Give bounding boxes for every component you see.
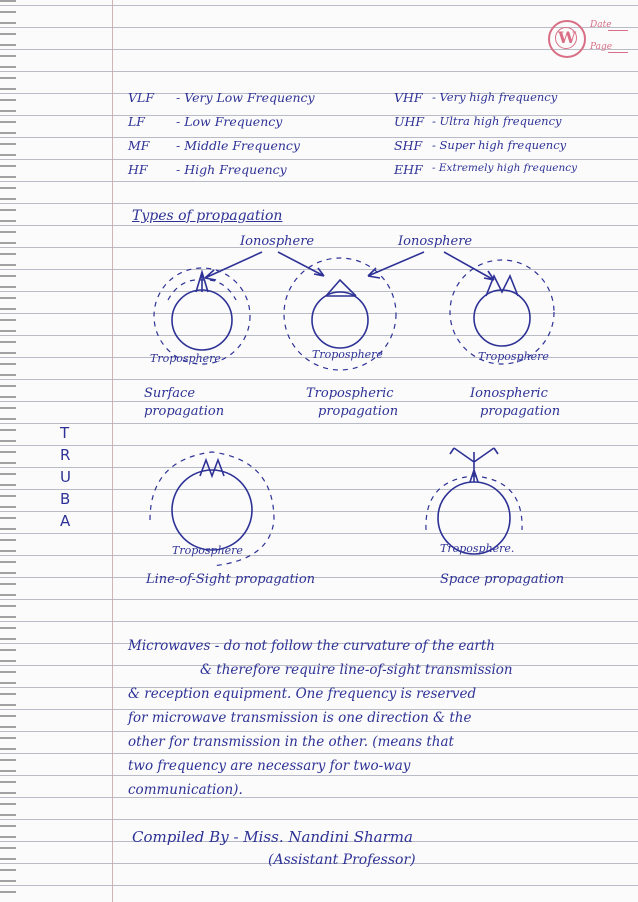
margin-letter-r: R: [60, 446, 71, 464]
diagram-title-iono-1: Ionospheric: [470, 386, 548, 401]
date-label: Date: [590, 20, 612, 30]
diagram-title-iono-2: propagation: [480, 404, 561, 419]
margin-letter-t: T: [60, 424, 70, 442]
paragraph-line-7: communication).: [128, 782, 243, 798]
paragraph-line-5: other for transmission in the other. (means that: [128, 734, 454, 750]
ionosphere-label-left: Ionosphere: [240, 234, 315, 249]
diagram-title-tropo-2: propagation: [318, 404, 399, 419]
ionosphere-label-right: Ionosphere: [398, 234, 473, 249]
abbr-mf: MF: [128, 138, 150, 153]
ionosphere-arrow-3: [368, 252, 424, 278]
meaning-mf: - Middle Frequency: [176, 138, 300, 153]
meaning-vhf: - Very high frequency: [432, 90, 558, 104]
diagram-title-surface-1: Surface: [144, 386, 196, 401]
meaning-hf: - High Frequency: [176, 162, 287, 177]
antenna-5: [454, 448, 494, 482]
layer-label-2: Troposphere: [312, 348, 383, 361]
diagram-title-los: Line-of-Sight propagation: [146, 572, 316, 587]
ionosphere-arrow-4: [444, 252, 494, 280]
earth-circle-3: [474, 290, 530, 346]
abbr-ehf: EHF: [394, 162, 423, 177]
antenna-4: [200, 460, 224, 476]
diagram-title-surface-2: propagation: [144, 404, 225, 419]
diagram-title-tropo-1: Tropospheric: [306, 386, 394, 401]
abbr-lf: LF: [128, 114, 145, 129]
diagram-title-space: Space propagation: [440, 572, 565, 587]
abbr-vlf: VLF: [128, 90, 155, 105]
layer-label-1: Troposphere: [150, 352, 221, 365]
layer-label-5: Troposphere.: [440, 542, 515, 555]
paragraph-line-4: for microwave transmission is one direction & the: [128, 710, 472, 726]
abbr-uhf: UHF: [394, 114, 425, 129]
margin-letter-a: A: [60, 512, 71, 530]
page-label: Page: [590, 42, 613, 52]
earth-circle-4: [172, 470, 252, 550]
credit-line-1: Compiled By - Miss. Nandini Sharma: [132, 828, 413, 846]
credit-line-2: (Assistant Professor): [268, 852, 416, 868]
paragraph-line-3: & reception equipment. One frequency is reserved: [128, 686, 477, 702]
paragraph-line-1: Microwaves - do not follow the curvature of the earth: [128, 638, 495, 654]
layer-label-3: Troposphere: [478, 350, 549, 363]
layer-label-4: Troposphere: [172, 544, 243, 557]
meaning-ehf: - Extremely high frequency: [432, 162, 578, 174]
layer-circle-5: [426, 476, 522, 530]
logo-monogram: W: [558, 28, 576, 47]
abbr-vhf: VHF: [394, 90, 423, 105]
paragraph-line-6: two frequency are necessary for two-way: [128, 758, 411, 774]
meaning-lf: - Low Frequency: [176, 114, 283, 129]
ionosphere-arrow-1: [205, 252, 262, 280]
layer-circle-3: [450, 260, 554, 364]
earth-circle-1: [172, 290, 232, 350]
meaning-shf: - Super high frequency: [432, 138, 567, 152]
paragraph-line-2: & therefore require line-of-sight transmission: [200, 662, 513, 678]
antenna-1: [196, 272, 208, 292]
margin-letter-u: U: [60, 468, 71, 486]
earth-circle-2: [312, 292, 368, 348]
abbr-shf: SHF: [394, 138, 423, 153]
abbr-hf: HF: [128, 162, 148, 177]
ionosphere-arrow-2: [278, 252, 324, 276]
meaning-uhf: - Ultra high frequency: [432, 114, 562, 128]
meaning-vlf: - Very Low Frequency: [176, 90, 315, 105]
margin-letter-b: B: [60, 490, 71, 508]
heading-types-of-propagation: Types of propagation: [132, 208, 283, 224]
